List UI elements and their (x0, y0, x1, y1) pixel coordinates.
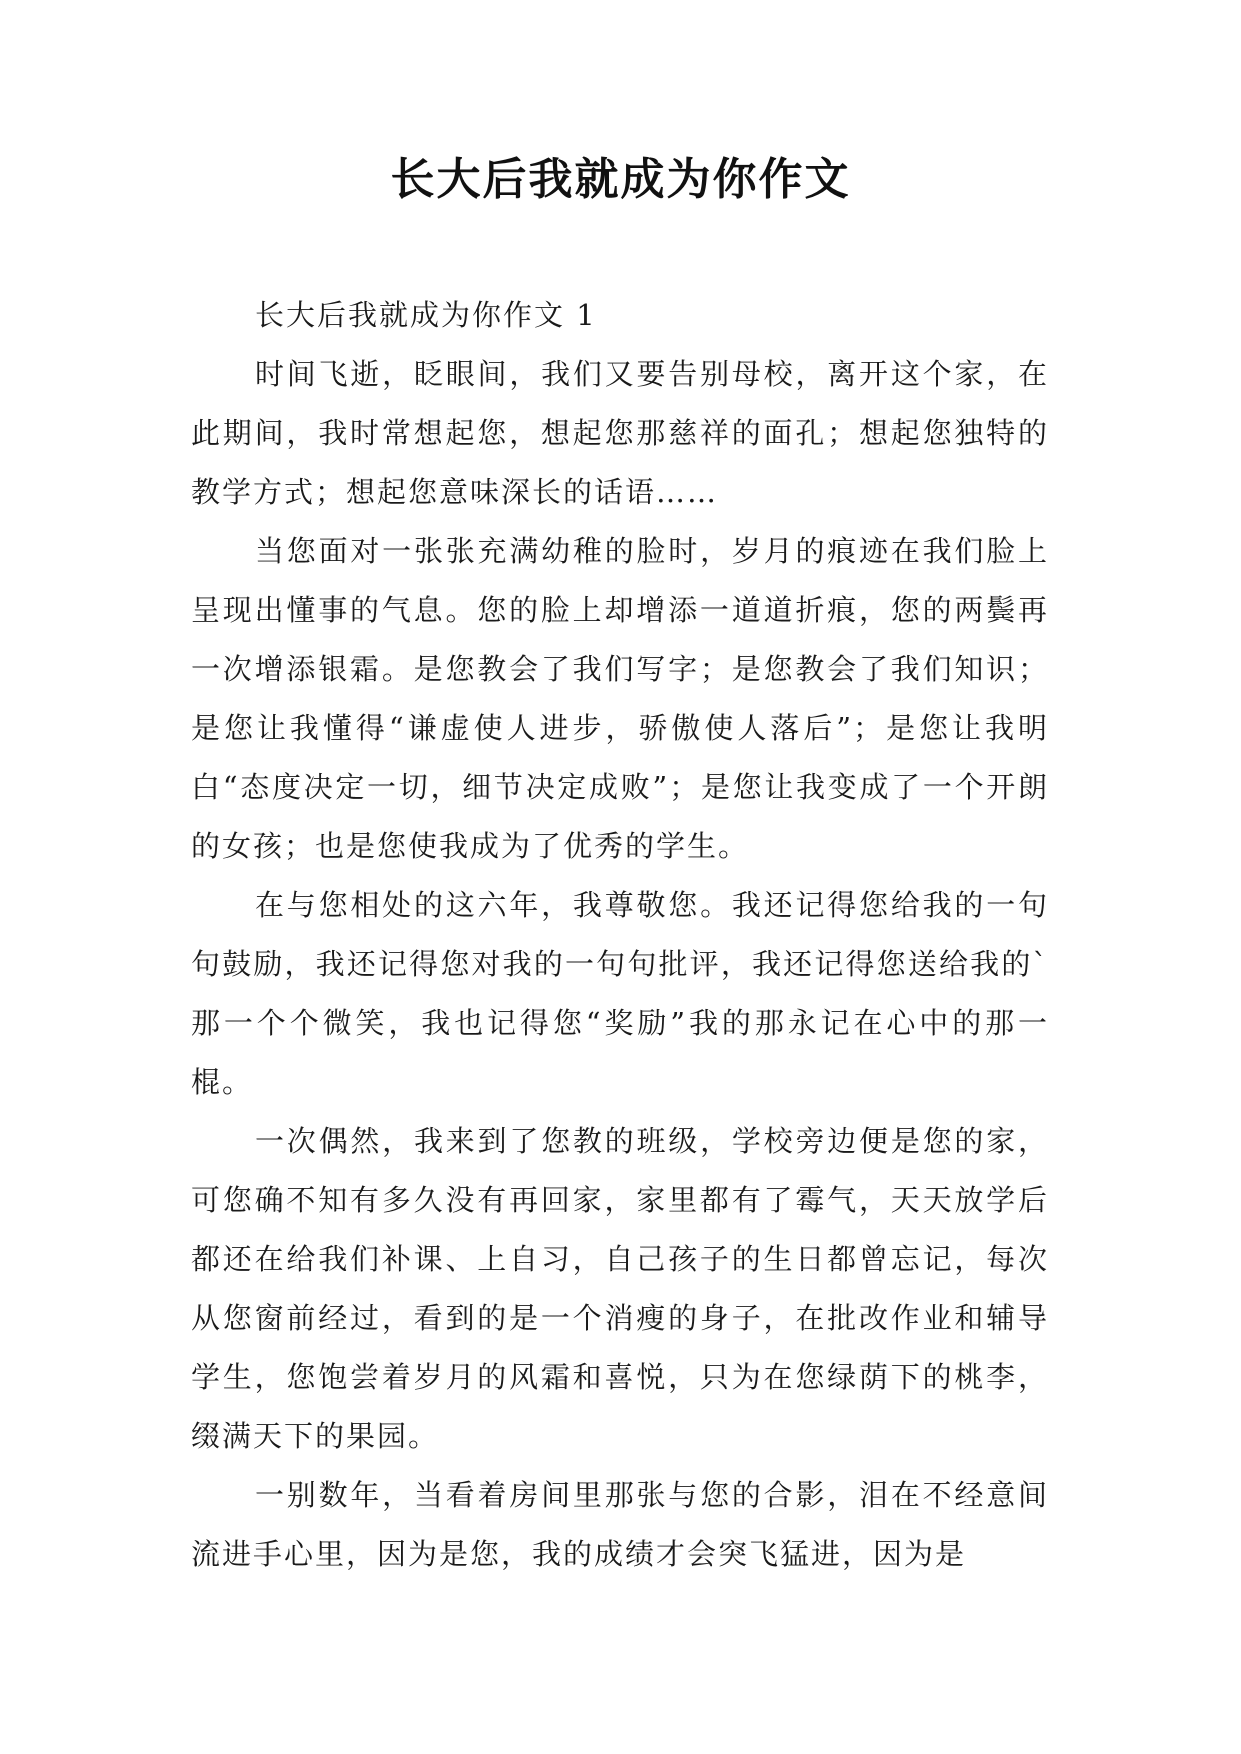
paragraph: 当您面对一张张充满幼稚的脸时，岁月的痕迹在我们脸上呈现出懂事的气息。您的脸上却增添一道道折痕，您的两鬓再一次增添银霜。是您教会了我们写字；是您教会了我们知识；是您让我懂得“谦虚使人进步，骄傲使人落后”；是您让我明白“态度决定一切，细节决定成败”；是您让我变成了一个开朗的女孩；也是您使我成为了优秀的学生。 (191, 534, 1049, 863)
paragraph: 在与您相处的这六年，我尊敬您。我还记得您给我的一句句鼓励，我还记得您对我的一句句批评，我还记得您送给我的`那一个个微笑，我也记得您“奖励”我的那永记在心中的那一棍。 (191, 888, 1049, 1099)
section-heading: 长大后我就成为你作文 1 (255, 298, 597, 332)
paragraph: 一别数年，当看着房间里那张与您的合影，泪在不经意间流进手心里，因为是您，我的成绩才会突飞猛进，因为是 (191, 1478, 1049, 1571)
document-title: 长大后我就成为你作文 (390, 154, 851, 205)
document-body (191, 286, 1049, 1584)
paragraph: 一次偶然，我来到了您教的班级，学校旁边便是您的家，可您确不知有多久没有再回家，家里都有了霉气，天天放学后都还在给我们补课、上自习，自己孩子的生日都曾忘记，每次从您窗前经过，看到的是一个消瘦的身子，在批改作业和辅导学生，您饱尝着岁月的风霜和喜悦，只为在您绿荫下的桃李，缀满天下的果园。 (191, 1124, 1049, 1453)
paragraph: 时间飞逝，眨眼间，我们又要告别母校，离开这个家，在此期间，我时常想起您，想起您那慈祥的面孔；想起您独特的教学方式；想起您意味深长的话语…… (191, 357, 1049, 509)
